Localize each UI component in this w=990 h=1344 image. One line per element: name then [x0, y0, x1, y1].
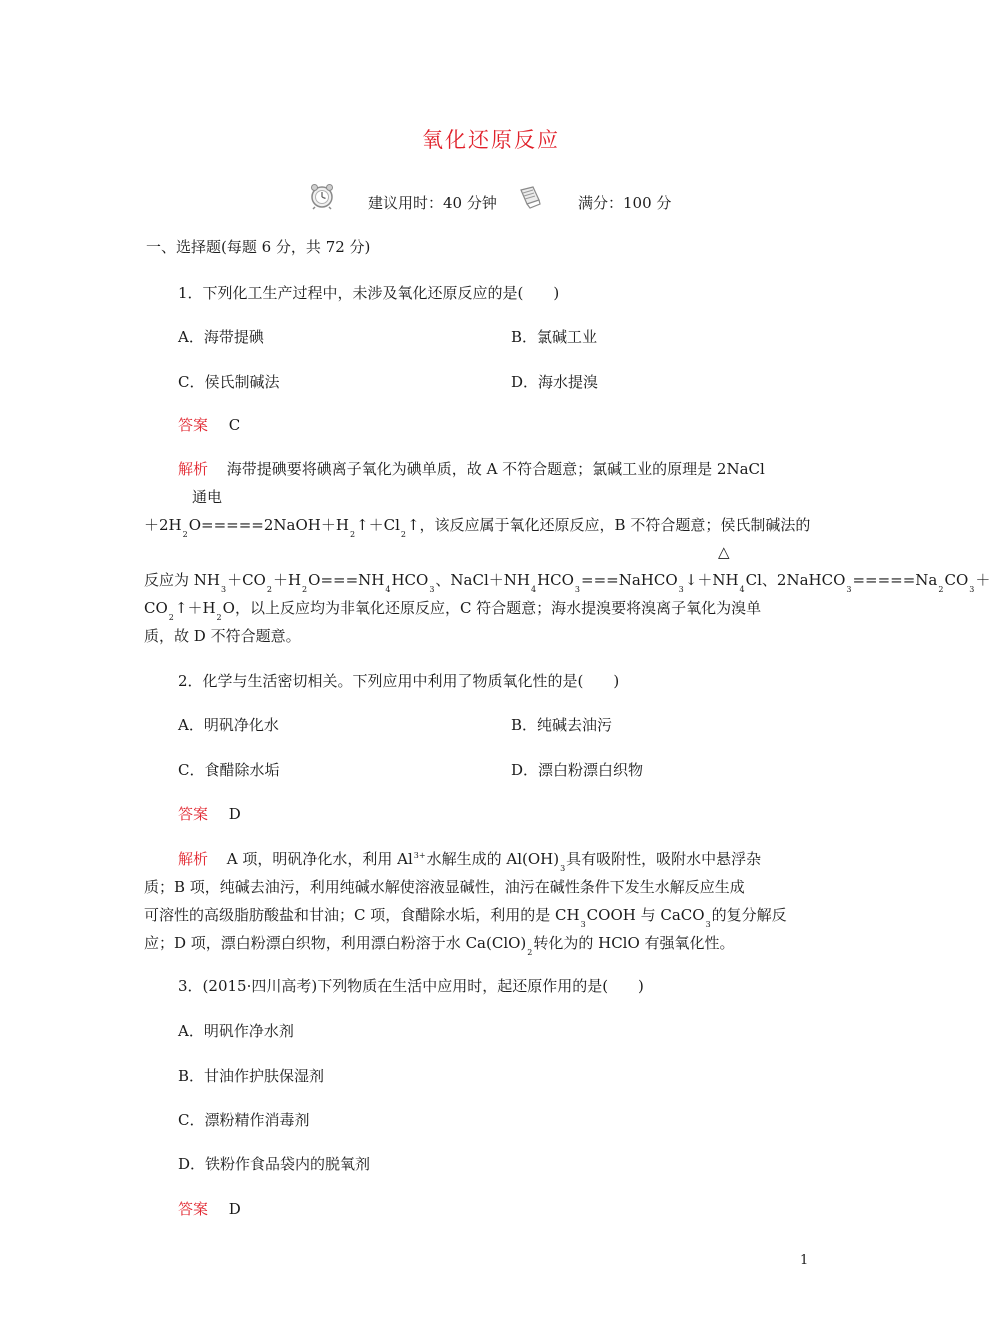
question-3-option-b: B．甘油作护肤保湿剂 [178, 1067, 325, 1085]
question-2-answer [178, 804, 241, 824]
question-1-option-b: B．氯碱工业 [511, 328, 598, 346]
alarm-clock-icon [309, 182, 335, 210]
question-1-option-a: A．海带提碘 [178, 328, 264, 346]
reaction-condition-electrolysis: 通电 [192, 488, 223, 506]
question-1-analysis-line-4: $CO_2↑+H_2O$，以上反应均为非氧化还原反应，C 符合题意；海水提溴要将溴离子氧化为溴单 [144, 599, 762, 622]
question-1-option-d: D．海水提溴 [511, 373, 599, 391]
chlor-alkali-equation: $+2H_2O=====2NaOH+H_2↑+Cl_2↑$ [144, 516, 420, 539]
page-number: 1 [800, 1253, 809, 1268]
paper-icon [518, 185, 542, 209]
question-2-analysis-line-2: 质；B 项，纯碱去油污，利用纯碱水解使溶液显碱性，油污在碱性条件下发生水解反应生成 [144, 878, 745, 896]
question-2-option-a: A．明矾净化水 [178, 716, 279, 734]
question-2-analysis-line-4: 应；D 项，漂白粉漂白织物，利用漂白粉溶于水 $Ca(ClO)_2$转化为的 HClO 有强氧化性。 [144, 934, 735, 957]
answer-label: 答案 [178, 805, 209, 823]
question-1-option-c: C．侯氏制碱法 [178, 373, 280, 391]
question-3-stem: 3．(2015·四川高考)下列物质在生活中应用时，起还原作用的是( ) [178, 977, 644, 995]
full-score: 满分：100 分 [578, 194, 672, 212]
question-2-analysis-line-3: 可溶性的高级脂肪酸盐和甘油；C 项，食醋除水垢，利用的是 $CH_3COOH$ 与 CaCO$_3$的复分解反 [144, 906, 787, 929]
question-2-option-c: C．食醋除水垢 [178, 761, 280, 779]
question-1-analysis-line-2: $+2H_2O=====2NaOH+H_2↑+Cl_2↑$，该反应属于氧化还原反应，B 不符合题意；侯氏制碱法的 [144, 516, 811, 539]
question-3-option-d: D．铁粉作食品袋内的脱氧剂 [178, 1155, 371, 1173]
question-1-analysis-line-1: 解析 海带提碘要将碘离子氧化为碘单质，故 A 不符合题意；氯碱工业的原理是 2NaCl [178, 460, 765, 478]
answer-label: 答案 [178, 1200, 209, 1218]
section-heading: 一、选择题(每题 6 分，共 72 分) [146, 238, 371, 256]
answer-value: D [228, 1200, 241, 1218]
question-3-answer [178, 1199, 241, 1219]
question-3-option-a: A．明矾作净水剂 [178, 1022, 294, 1040]
hou-process-equations: 反应为 $NH_3+CO_2+H_2O===NH_4HCO_3$、$NaCl+NH_4HCO_3===NaHCO_3↓+NH_4Cl$、$2NaHCO_3=====Na_2CO_3+$ [144, 571, 990, 594]
page-title: 氧化还原反应 [422, 128, 560, 152]
analysis-label: 解析 [178, 850, 209, 868]
answer-value: D [228, 805, 241, 823]
question-1-analysis-line-5: 质，故 D 不符合题意。 [144, 627, 301, 645]
question-2-stem: 2．化学与生活密切相关。下列应用中利用了物质氧化性的是( ) [178, 672, 620, 690]
reaction-condition-heat: △ [718, 543, 730, 561]
suggested-time: 建议用时：40 分钟 [368, 194, 497, 212]
question-1-analysis-line-3 [144, 570, 990, 593]
question-1-answer [178, 415, 240, 435]
question-2-option-d: D．漂白粉漂白织物 [511, 761, 644, 779]
question-2-option-b: B．纯碱去油污 [511, 716, 613, 734]
question-2-analysis-line-1: 解析 A 项，明矾净化水，利用 $Al^{3+}$水解生成的 $Al(OH)_3$具有吸附性，吸附水中悬浮杂 [178, 850, 762, 873]
question-3-option-c: C．漂粉精作消毒剂 [178, 1111, 310, 1129]
analysis-label: 解析 [178, 460, 209, 478]
answer-label: 答案 [178, 416, 209, 434]
answer-value: C [228, 416, 241, 434]
question-1-stem: 1．下列化工生产过程中，未涉及氧化还原反应的是( ) [178, 284, 560, 302]
